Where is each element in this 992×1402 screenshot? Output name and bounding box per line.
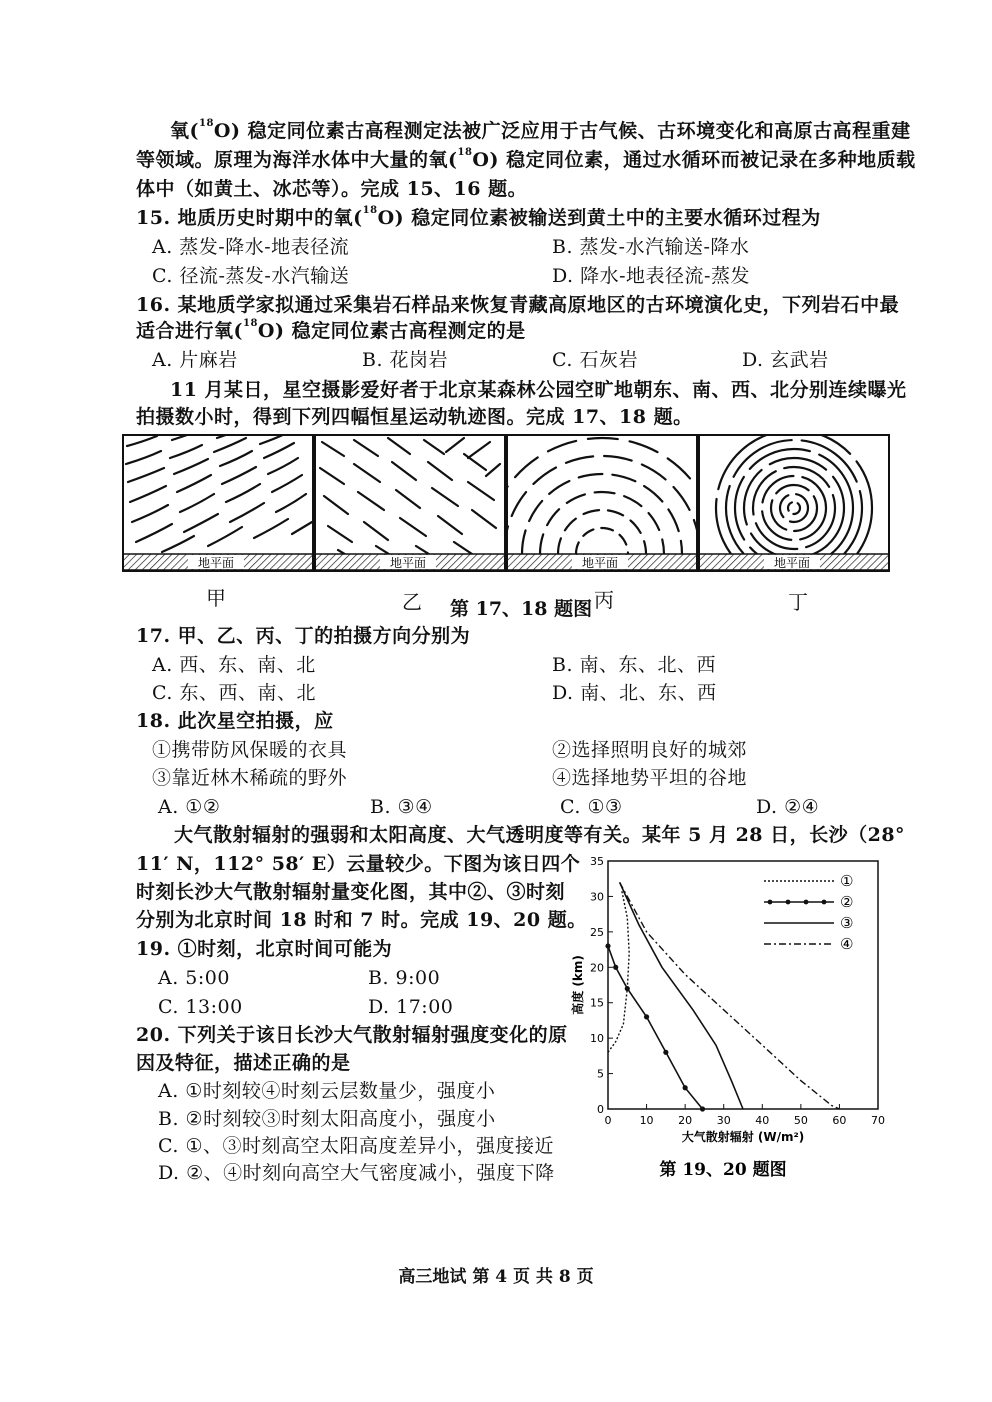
q19-option-c[interactable]: C. 13:00 bbox=[158, 996, 243, 1018]
intro3-line4: 分别为北京时间 18 时和 7 时。完成 19、20 题。 bbox=[136, 909, 587, 931]
q18-item-3: ③靠近林木稀疏的野外 bbox=[152, 767, 348, 789]
q20-option-d[interactable]: D. ②、④时刻向高空大气密度减小，强度下降 bbox=[158, 1162, 555, 1184]
q18-stem: 18. 此次星空拍摄，应 bbox=[136, 710, 334, 732]
x-tick-label: 10 bbox=[639, 1114, 654, 1127]
series-point-2 bbox=[625, 986, 630, 991]
panel-label-bing: 丙 bbox=[594, 588, 614, 612]
chart-caption: 第 19、20 题图 bbox=[659, 1160, 787, 1180]
q18-item-1: ①携带防风保暖的衣具 bbox=[152, 739, 348, 761]
legend-label-4: ④ bbox=[840, 935, 854, 953]
y-tick-label: 10 bbox=[590, 1032, 604, 1046]
q15-stem: 15. 地质历史时期中的氧($^{18}$O) 稳定同位素被输送到黄土中的主要水循环过程为 bbox=[136, 205, 821, 229]
y-axis-label: 高度 (km) bbox=[571, 955, 585, 1015]
q17-option-c[interactable]: C. 东、西、南、北 bbox=[152, 682, 316, 704]
legend-label-1: ① bbox=[840, 872, 854, 890]
page-footer: 高三地试 第 4 页 共 8 页 bbox=[398, 1267, 594, 1287]
q18-option-b[interactable]: B. ③④ bbox=[370, 796, 433, 818]
q19-stem: 19. ①时刻，北京时间可能为 bbox=[136, 938, 393, 960]
q20-option-a[interactable]: A. ①时刻较④时刻云层数量少，强度小 bbox=[158, 1080, 496, 1102]
q19-option-a[interactable]: A. 5:00 bbox=[158, 967, 230, 989]
intro3-line2: 11′ N，112° 58′ E）云量较少。下图为该日四个 bbox=[136, 853, 581, 875]
q15-option-c[interactable]: C. 径流-蒸发-水汽输送 bbox=[152, 265, 350, 287]
q17-stem: 17. 甲、乙、丙、丁的拍摄方向分别为 bbox=[136, 625, 471, 647]
series-point-2 bbox=[683, 1085, 688, 1090]
ground-label: 地平面 bbox=[389, 556, 427, 570]
q20-stem-line1: 20. 下列关于该日长沙大气散射辐射强度变化的原 bbox=[136, 1024, 568, 1046]
q16-stem-line2: 适合进行氧($^{18}$O) 稳定同位素古高程测定的是 bbox=[136, 318, 526, 342]
plot-frame bbox=[608, 861, 878, 1109]
intro3-line3: 时刻长沙大气散射辐射量变化图，其中②、③时刻 bbox=[136, 881, 566, 903]
star-panel-yi bbox=[314, 434, 506, 572]
legend-point-2 bbox=[822, 900, 827, 905]
q15-option-b[interactable]: B. 蒸发-水汽输送-降水 bbox=[552, 236, 750, 258]
q18-option-d[interactable]: D. ②④ bbox=[756, 796, 820, 818]
series-point-2 bbox=[605, 943, 610, 948]
q20-option-b[interactable]: B. ②时刻较③时刻太阳高度小，强度小 bbox=[158, 1108, 496, 1130]
y-tick-label: 15 bbox=[590, 996, 604, 1010]
q17-option-a[interactable]: A. 西、东、南、北 bbox=[152, 654, 316, 676]
series-point-2 bbox=[663, 1050, 668, 1055]
q20-option-c[interactable]: C. ①、③时刻高空太阳高度差异小，强度接近 bbox=[158, 1135, 554, 1157]
q15-option-a[interactable]: A. 蒸发-降水-地表径流 bbox=[152, 236, 350, 258]
x-tick-label: 20 bbox=[678, 1114, 693, 1127]
intro1-line3: 体中（如黄土、冰芯等）。完成 15、16 题。 bbox=[136, 178, 528, 200]
y-tick-label: 30 bbox=[590, 890, 604, 904]
legend-point-2 bbox=[804, 900, 809, 905]
q17-option-d[interactable]: D. 南、北、东、西 bbox=[552, 682, 717, 704]
series-point-2 bbox=[613, 965, 618, 970]
q16-option-a[interactable]: A. 片麻岩 bbox=[152, 349, 238, 371]
q16-option-c[interactable]: C. 石灰岩 bbox=[552, 349, 638, 371]
legend-point-2 bbox=[786, 900, 791, 905]
intro1-line2: 等领域。原理为海洋水体中大量的氧($^{18}$O) 稳定同位素，通过水循环而被记录在多种地质载 bbox=[136, 147, 916, 171]
panel-label-yi: 乙 bbox=[402, 590, 422, 614]
y-tick-label: 5 bbox=[597, 1067, 604, 1081]
star-panel-bing bbox=[506, 434, 698, 572]
x-tick-label: 70 bbox=[871, 1114, 885, 1127]
series-line-3 bbox=[620, 882, 743, 1109]
intro2-line1: 11 月某日，星空摄影爱好者于北京某森林公园空旷地朝东、南、西、北分别连续曝光 bbox=[170, 379, 907, 401]
series-point-2 bbox=[644, 1014, 649, 1019]
ground-label: 地平面 bbox=[581, 556, 619, 570]
x-tick-label: 30 bbox=[716, 1114, 731, 1127]
ground-label: 地平面 bbox=[773, 556, 811, 570]
q18-option-a[interactable]: A. ①② bbox=[158, 796, 221, 818]
q16-option-d[interactable]: D. 玄武岩 bbox=[742, 349, 829, 371]
x-tick-label: 0 bbox=[604, 1114, 612, 1127]
y-tick-label: 0 bbox=[597, 1103, 604, 1116]
q18-option-c[interactable]: C. ①③ bbox=[560, 796, 623, 818]
q16-stem-line1: 16. 某地质学家拟通过采集岩石样品来恢复青藏高原地区的古环境演化史，下列岩石中最 bbox=[136, 294, 900, 316]
legend-label-3: ③ bbox=[840, 914, 854, 932]
series-line-1 bbox=[608, 889, 629, 1052]
q18-item-4: ④选择地势平坦的谷地 bbox=[552, 767, 748, 789]
intro3-line1: 大气散射辐射的强弱和太阳高度、大气透明度等有关。某年 5 月 28 日，长沙（28° bbox=[174, 824, 906, 846]
panel-label-jia: 甲 bbox=[206, 586, 226, 610]
legend-label-2: ② bbox=[840, 893, 854, 911]
q16-option-b[interactable]: B. 花岗岩 bbox=[362, 349, 449, 371]
x-axis-label: 大气散射辐射 (W/m²) bbox=[681, 1130, 805, 1144]
panel-label-ding: 丁 bbox=[788, 590, 808, 614]
y-tick-label: 35 bbox=[590, 855, 604, 868]
y-tick-label: 25 bbox=[590, 925, 604, 939]
ground-label: 地平面 bbox=[197, 556, 235, 570]
y-tick-label: 20 bbox=[590, 961, 604, 975]
legend-point-2 bbox=[768, 900, 773, 905]
star-panel-ding bbox=[698, 434, 890, 572]
q20-stem-line2: 因及特征，描述正确的是 bbox=[136, 1052, 351, 1074]
q19-option-d[interactable]: D. 17:00 bbox=[368, 996, 454, 1018]
intro2-line2: 拍摄数小时，得到下列四幅恒星运动轨迹图。完成 17、18 题。 bbox=[136, 406, 693, 428]
star-panel-jia bbox=[122, 434, 314, 572]
q17-option-b[interactable]: B. 南、东、北、西 bbox=[552, 654, 717, 676]
q19-option-b[interactable]: B. 9:00 bbox=[368, 967, 441, 989]
x-tick-label: 50 bbox=[793, 1114, 808, 1127]
scatter-radiation-chart bbox=[566, 855, 896, 1189]
q15-option-d[interactable]: D. 降水-地表径流-蒸发 bbox=[552, 265, 750, 287]
series-point-2 bbox=[700, 1106, 705, 1111]
x-tick-label: 60 bbox=[832, 1114, 847, 1127]
q18-item-2: ②选择照明良好的城郊 bbox=[552, 739, 748, 761]
star-figure-caption: 第 17、18 题图 bbox=[450, 598, 593, 620]
intro1-line1: 氧($^{18}$O) 稳定同位素古高程测定法被广泛应用于古气候、古环境变化和高原古高程重建 bbox=[170, 118, 911, 142]
x-tick-label: 40 bbox=[755, 1114, 770, 1127]
